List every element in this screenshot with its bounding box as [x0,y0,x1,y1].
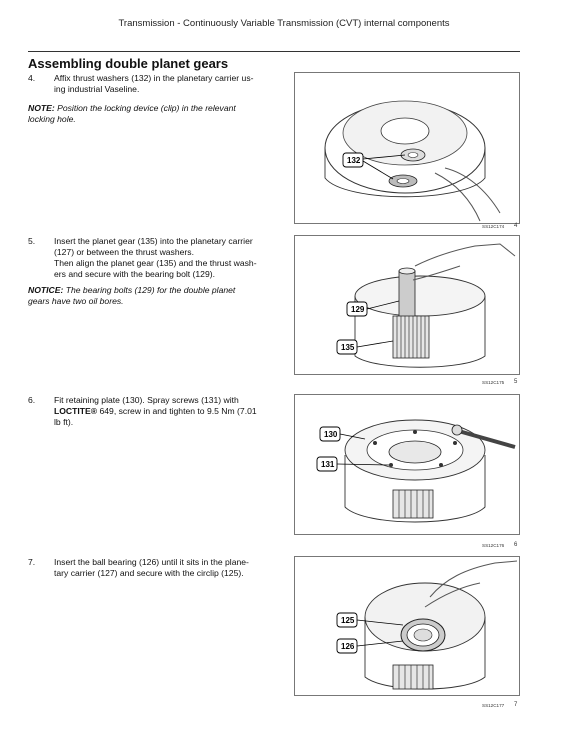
loctite-brand: LOCTITE® [54,406,98,416]
step-number: 4. [28,73,36,83]
step-4 [28,73,278,95]
planetary-carrier-washers-illustration [295,73,519,223]
step-line: Affix thrust washers (132) in the planetary carrier us- [54,73,254,83]
figure-5 [294,235,520,375]
step-5-note [28,285,276,307]
step-line: Then align the planet gear (135) and the thrust wash- [54,258,257,268]
step-line: Insert the ball bearing (126) until it sits in the plane- [54,557,249,567]
step-line: Fit retaining plate (130). Spray screws (131) with [54,395,239,405]
note-line: Position the locking device (clip) in the relevant [54,103,236,113]
step-line: ing industrial Vaseline. [54,84,140,94]
callout-131: 131 [321,460,335,469]
figure-5-number: 5 [514,379,518,385]
step-line: (127) or between the thrust washers. [54,247,194,257]
step-number: 6. [28,395,36,405]
figure-5-caption: SS12C175 [482,380,505,385]
callout-132: 132 [347,156,361,165]
step-number: 7. [28,557,36,567]
note-label: NOTICE: [28,285,64,295]
figure-4-caption: SS12C174 [482,224,505,229]
note-line: The bearing bolts (129) for the double planet [63,285,236,295]
step-line: lb ft). [54,417,74,427]
step-5 [28,236,278,280]
figure-7 [294,556,520,696]
step-line: Insert the planet gear (135) into the planetary carrier [54,236,253,246]
figure-6-caption: SS12C176 [482,543,505,548]
section-title: Assembling double planet gears [28,56,229,71]
figure-7-number: 7 [514,702,518,708]
figure-6-number: 6 [514,542,518,548]
callout-135: 135 [341,343,355,352]
callout-129: 129 [351,305,365,314]
step-line: 649, screw in and tighten to 9.5 Nm (7.01 [97,406,257,416]
figure-4 [294,72,520,224]
note-line: locking hole. [28,114,76,124]
step-line: ers and secure with the bearing bolt (129). [54,269,215,279]
ball-bearing-circlip-illustration [295,557,519,695]
step-4-note [28,103,276,125]
step-6 [28,395,278,428]
header-rule [28,51,520,52]
retaining-plate-illustration [295,395,519,534]
callout-130: 130 [324,430,338,439]
callout-126: 126 [341,642,355,651]
figure-4-number: 4 [514,223,518,229]
figure-6 [294,394,520,535]
step-7 [28,557,278,579]
page-header: Transmission - Continuously Variable Transmission (CVT) internal components [118,18,450,29]
step-line: tary carrier (127) and secure with the circlip (125). [54,568,244,578]
step-number: 5. [28,236,36,246]
callout-125: 125 [341,616,355,625]
planet-gear-insertion-illustration [295,236,519,374]
note-label: NOTE: [28,103,55,113]
note-line: gears have two oil bores. [28,296,124,306]
figure-7-caption: SS12C177 [482,703,505,708]
